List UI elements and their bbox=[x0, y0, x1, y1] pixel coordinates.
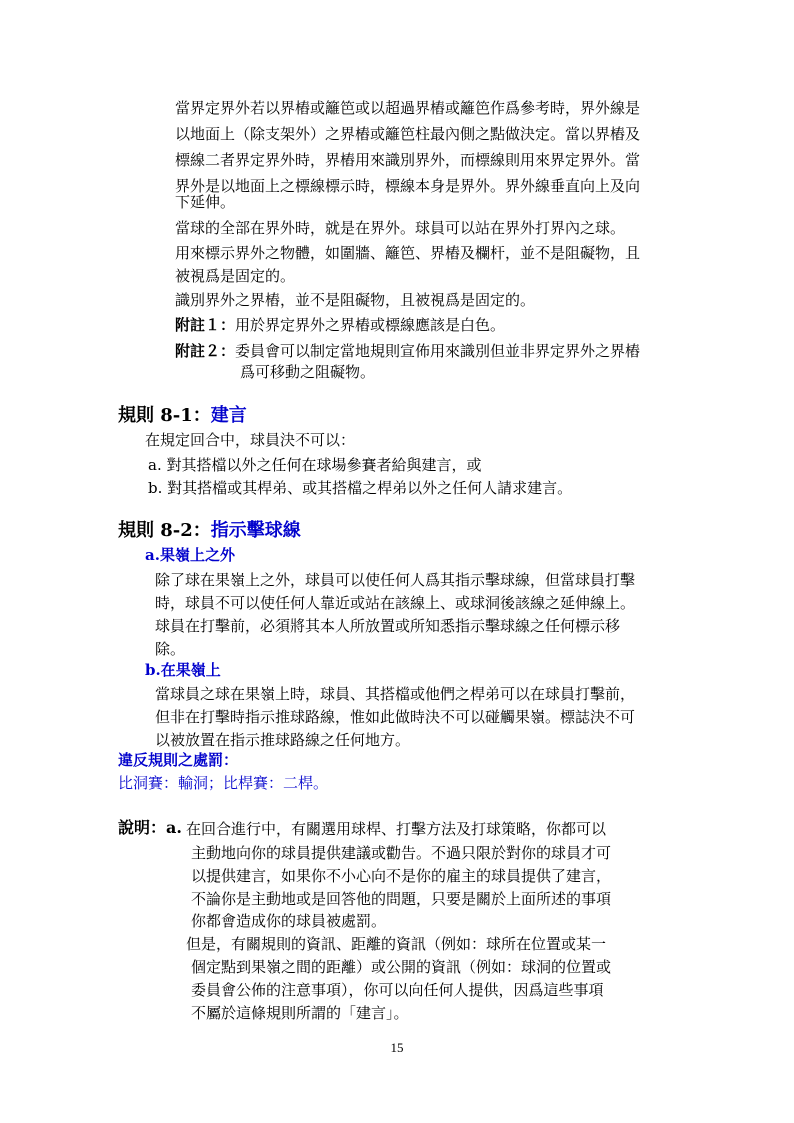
rule-8-1-item-a: a. 對其搭檔以外之任何在球場參賽者給與建言，或 bbox=[148, 456, 482, 474]
note-1 bbox=[175, 315, 505, 335]
rule-8-2-b-line-3: 以被放置在指示推球路線之任何地方。 bbox=[155, 731, 411, 749]
penalty-title: 違反規則之處罰： bbox=[118, 751, 239, 769]
note-2-text: 委員會可以制定當地規則宣佈用來識別但並非界定界外之界樁 bbox=[235, 342, 641, 360]
note-1-label: 附註１： bbox=[175, 316, 236, 334]
rule-8-1-intro: 在規定回合中，球員決不可以： bbox=[145, 431, 356, 449]
rule-8-1-item-b: b. 對其搭檔或其桿弟、或其搭檔之桿弟以外之任何人請求建言。 bbox=[148, 479, 573, 497]
rule-8-2-b-line-1: 當球員之球在果嶺上時，球員、其搭檔或他們之桿弟可以在球員打擊前， bbox=[155, 685, 636, 703]
boundary-line-3: 標線二者界定界外時，界樁用來識別界外，而標線則用來界定界外。當 bbox=[175, 151, 641, 169]
explanation-line-4: 不論你是主動地或是回答他的問題，只要是關於上面所述的事項 bbox=[191, 890, 612, 908]
boundary-line-5: 下延伸。 bbox=[175, 193, 236, 211]
rule-8-2-a-line-4: 除。 bbox=[155, 640, 186, 658]
explanation-label bbox=[118, 818, 182, 838]
rule-8-2-b-heading: b.在果嶺上 bbox=[145, 661, 221, 679]
explanation-line-2: 主動地向你的球員提供建議或勸告。不過只限於對你的球員才可 bbox=[191, 844, 612, 862]
explanation-line-9: 不屬於這條規則所謂的「建言」。 bbox=[191, 1004, 409, 1022]
rule-8-2-heading bbox=[118, 520, 301, 542]
rule-8-2-a-line-1: 除了球在果嶺上之外，球員可以使任何人爲其指示擊球線，但當球員打擊 bbox=[155, 571, 636, 589]
rule-8-1-title: 建言 bbox=[210, 405, 247, 426]
note-1-text: 用於界定界外之界樁或標線應該是白色。 bbox=[235, 316, 506, 334]
rule-8-2-a-line-3: 球員在打擊前，必須將其本人所放置或所知悉指示擊球線之任何標示移 bbox=[155, 617, 621, 635]
explanation-label-text: 說明： bbox=[118, 818, 167, 837]
explanation-line-5: 你都會造成你的球員被處罰。 bbox=[191, 912, 387, 930]
penalty-text: 比洞賽：輸洞；比桿賽：二桿。 bbox=[118, 774, 329, 792]
boundary-line-1: 當界定界外若以界樁或籬笆或以超過界樁或籬笆作爲參考時，界外線是 bbox=[175, 99, 641, 117]
boundary-line-2: 以地面上（除支架外）之界樁或籬笆柱最內側之點做決定。當以界樁及 bbox=[175, 125, 641, 143]
boundary-line-8: 被視爲是固定的。 bbox=[175, 267, 296, 285]
note-2-label: 附註２： bbox=[175, 342, 236, 360]
explanation-line-6: 但是，有關規則的資訊、距離的資訊（例如：球所在位置或某一 bbox=[186, 935, 607, 953]
boundary-line-7: 用來標示界外之物體，如圍牆、籬笆、界樁及欄杆，並不是阻礙物，且 bbox=[175, 244, 641, 262]
boundary-line-4: 界外是以地面上之標線標示時，標線本身是界外。界外線垂直向上及向 bbox=[175, 177, 641, 195]
note-2 bbox=[175, 341, 640, 361]
rule-8-1-heading bbox=[118, 405, 247, 427]
boundary-line-6: 當球的全部在界外時，就是在界外。球員可以站在界外打界內之球。 bbox=[175, 219, 626, 237]
explanation-item-label: a. bbox=[166, 818, 182, 837]
rule-8-2-b-line-2: 但非在打擊時指示推球路線，惟如此做時決不可以碰觸果嶺。標誌決不可 bbox=[155, 708, 636, 726]
explanation-line-7: 個定點到果嶺之間的距離）或公開的資訊（例如：球洞的位置或 bbox=[191, 958, 612, 976]
explanation-line-3: 以提供建言，如果你不小心向不是你的雇主的球員提供了建言， bbox=[191, 867, 612, 885]
rule-8-1-prefix: 規則 8-1： bbox=[118, 405, 211, 426]
explanation-line-1: 在回合進行中，有關選用球桿、打擊方法及打球策略，你都可以 bbox=[186, 820, 607, 838]
rule-8-2-prefix: 規則 8-2： bbox=[118, 520, 211, 541]
rule-8-2-title: 指示擊球線 bbox=[210, 520, 301, 541]
note-2-continuation: 爲可移動之阻礙物。 bbox=[240, 363, 376, 381]
rule-8-2-a-line-2: 時，球員不可以使任何人靠近或站在該線上、或球洞後該線之延伸線上。 bbox=[155, 594, 636, 612]
boundary-line-9: 識別界外之界樁，並不是阻礙物，且被視爲是固定的。 bbox=[175, 291, 536, 309]
explanation-line-8: 委員會公佈的注意事項），你可以向任何人提供，因爲這些事項 bbox=[191, 981, 604, 999]
page-number: 15 bbox=[390, 1040, 404, 1055]
rule-8-2-a-heading: a.果嶺上之外 bbox=[145, 546, 235, 564]
